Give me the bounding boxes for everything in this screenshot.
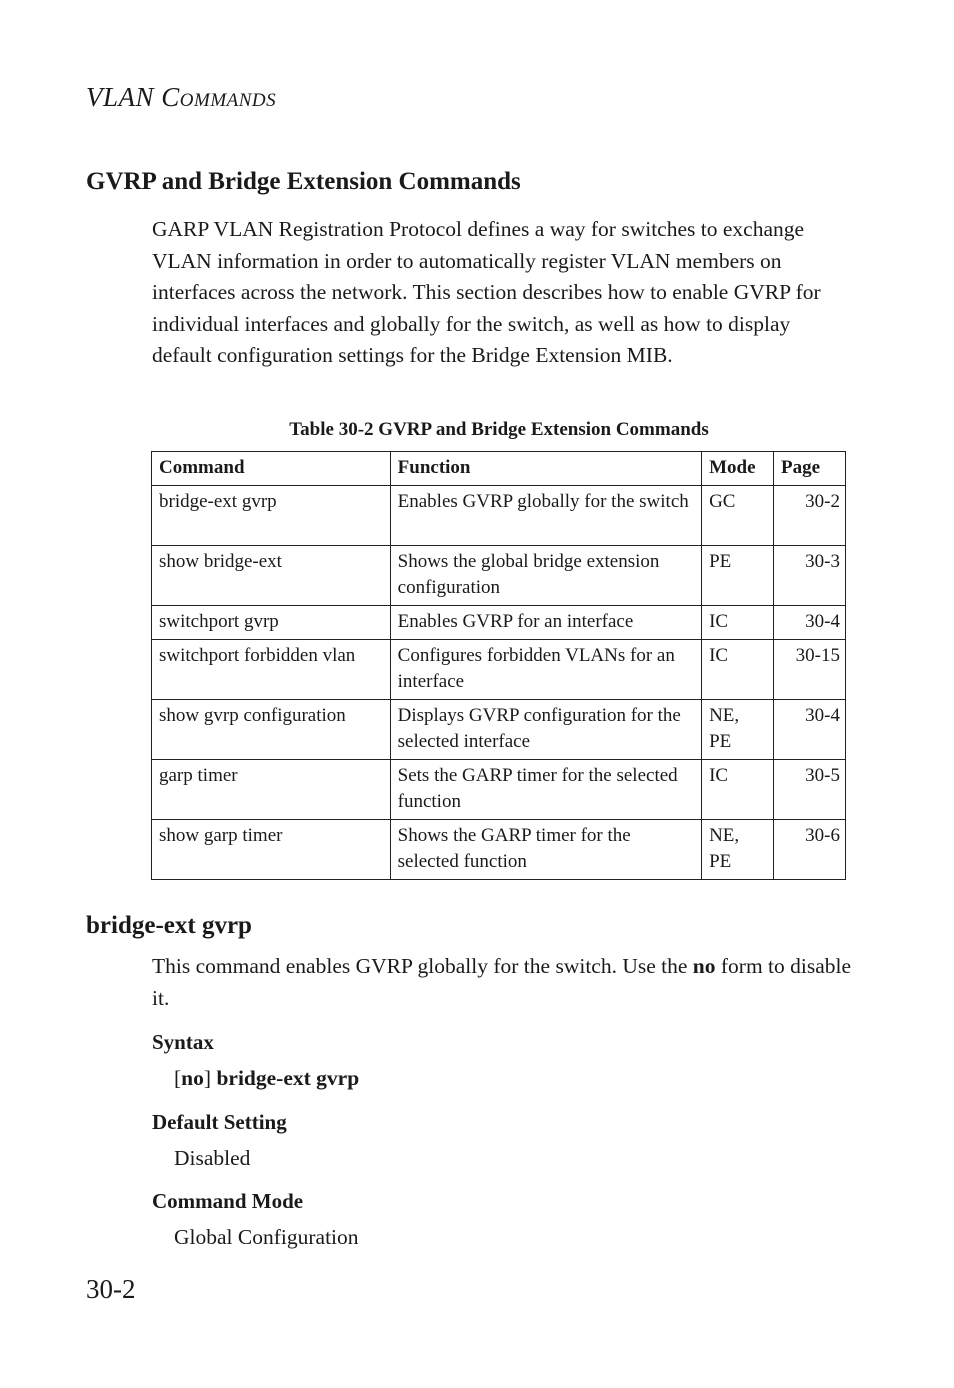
syntax-no-keyword: no xyxy=(181,1066,204,1090)
cell-function: Displays GVRP configuration for the selected interface xyxy=(390,700,701,760)
default-setting-value: Disabled xyxy=(174,1146,251,1170)
page-number: 30-2 xyxy=(86,1274,136,1304)
header-function: Function xyxy=(390,452,701,486)
cell-mode: PE xyxy=(702,546,774,606)
cell-function: Shows the global bridge extension configuration xyxy=(390,546,701,606)
header-mode: Mode xyxy=(702,452,774,486)
cell-page: 30-4 xyxy=(774,700,846,760)
cell-mode: NE, PE xyxy=(702,700,774,760)
cell-page: 30-5 xyxy=(774,760,846,820)
command-title: bridge-ext gvrp xyxy=(86,912,252,939)
cell-command: bridge-ext gvrp xyxy=(152,486,391,546)
cell-mode: IC xyxy=(702,760,774,820)
header-page: Page xyxy=(774,452,846,486)
default-setting-heading: Default Setting xyxy=(152,1110,287,1134)
cell-command: show garp timer xyxy=(152,820,391,880)
desc-keyword: no xyxy=(692,954,716,978)
commands-table xyxy=(151,451,846,880)
table-caption: Table 30-2 GVRP and Bridge Extension Commands xyxy=(289,419,709,440)
table-header-row xyxy=(152,452,846,486)
cell-function: Sets the GARP timer for the selected function xyxy=(390,760,701,820)
command-description xyxy=(152,951,852,1014)
cell-function: Shows the GARP timer for the selected function xyxy=(390,820,701,880)
section-intro: GARP VLAN Registration Protocol defines a way for switches to exchange VLAN information in order to automatically register VLAN members on interfaces across the network. This section describes how to enable GVRP for individual interfaces and globally for the switch, as well as how to display default configuration settings for the Bridge Extension MIB. xyxy=(152,217,821,368)
syntax-command: bridge-ext gvrp xyxy=(216,1066,360,1090)
table-row xyxy=(152,606,846,640)
cell-page: 30-2 xyxy=(774,486,846,546)
cell-function: Configures forbidden VLANs for an interface xyxy=(390,640,701,700)
cell-mode: GC xyxy=(702,486,774,546)
table-row xyxy=(152,820,846,880)
cell-command: show bridge-ext xyxy=(152,546,391,606)
cell-mode: IC xyxy=(702,640,774,700)
cell-page: 30-3 xyxy=(774,546,846,606)
cell-mode: IC xyxy=(702,606,774,640)
table-row xyxy=(152,546,846,606)
cell-page: 30-15 xyxy=(774,640,846,700)
syntax-line xyxy=(174,1066,359,1091)
command-mode-value: Global Configuration xyxy=(174,1225,359,1249)
table-row xyxy=(152,700,846,760)
syntax-heading: Syntax xyxy=(152,1030,214,1054)
cell-page: 30-6 xyxy=(774,820,846,880)
syntax-bracket-close: ] xyxy=(203,1066,217,1090)
table-row xyxy=(152,640,846,700)
cell-mode: NE, PE xyxy=(702,820,774,880)
header-command: Command xyxy=(152,452,391,486)
cell-page: 30-4 xyxy=(774,606,846,640)
section-title: GVRP and Bridge Extension Commands xyxy=(86,168,521,195)
running-head-smallcaps: OMMANDS xyxy=(179,90,277,111)
running-head-initial: VLAN C xyxy=(86,82,180,112)
table-row xyxy=(152,760,846,820)
running-head xyxy=(86,82,276,113)
cell-command: switchport forbidden vlan xyxy=(152,640,391,700)
syntax-bracket-open: [ xyxy=(174,1066,182,1090)
table-row xyxy=(152,486,846,546)
cell-command: switchport gvrp xyxy=(152,606,391,640)
cell-function: Enables GVRP for an interface xyxy=(390,606,701,640)
desc-text-end: form to disable it. xyxy=(152,954,852,1010)
cell-function: Enables GVRP globally for the switch xyxy=(390,486,701,546)
cell-command: show gvrp configuration xyxy=(152,700,391,760)
desc-text: This command enables GVRP globally for the switch. Use the xyxy=(152,954,693,978)
cell-command: garp timer xyxy=(152,760,391,820)
command-mode-heading: Command Mode xyxy=(152,1189,304,1213)
